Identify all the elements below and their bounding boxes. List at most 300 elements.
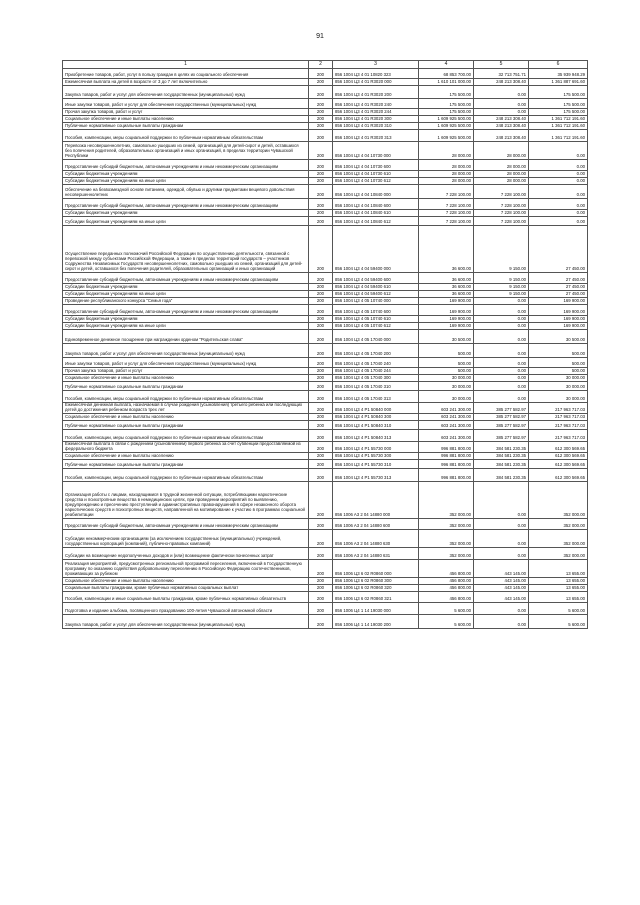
row-remaining: 0.00 [529, 160, 588, 171]
row-vid: 200 [309, 171, 333, 178]
row-remaining: 352 000.00 [529, 519, 588, 530]
row-approved: 175 500.00 [419, 109, 474, 116]
table-row [63, 615, 588, 629]
row-executed: 248 213 308.40 [474, 116, 529, 123]
row-remaining: 27 450.00 [529, 284, 588, 291]
row-name: Закупка товаров, работ и услуг для обеспечения государственных (муниципальных) нужд [63, 615, 309, 629]
row-code: 856 1004 Ц3 4 P1 50840 310 [333, 421, 419, 430]
table-row [63, 469, 588, 482]
row-remaining: 352 000.00 [529, 482, 588, 519]
row-vid: 200 [309, 469, 333, 482]
row-executed: 0.00 [474, 86, 529, 99]
row-approved: 169 900.00 [419, 305, 474, 316]
table-row [63, 142, 588, 160]
row-approved: 30 000.00 [419, 375, 474, 382]
row-vid: 200 [309, 592, 333, 603]
row-executed: 0.00 [474, 482, 529, 519]
row-vid: 200 [309, 305, 333, 316]
row-vid: 200 [309, 330, 333, 344]
row-remaining: 175 500.00 [529, 86, 588, 99]
row-approved: 169 900.00 [419, 298, 474, 305]
row-executed: 28 000.00 [474, 142, 529, 160]
row-executed: 0.00 [474, 323, 529, 330]
row-approved: 30 500.00 [419, 330, 474, 344]
table-row [63, 210, 588, 217]
row-vid: 200 [309, 123, 333, 130]
row-approved: 603 241 300.00 [419, 414, 474, 421]
row-remaining: 1 361 712 191.60 [529, 116, 588, 123]
table-row [63, 603, 588, 615]
row-remaining: 169 900.00 [529, 323, 588, 330]
row-code: 856 1004 Ц3 4 P1 50840 000 [333, 403, 419, 414]
row-name: Социальное обеспечение и иные выплаты населению [63, 375, 309, 382]
row-code: 856 1004 Ц3 4 05 17040 244 [333, 368, 419, 375]
table-row [63, 116, 588, 123]
row-approved: 28 000.00 [419, 142, 474, 160]
row-remaining: 1 361 712 191.60 [529, 123, 588, 130]
row-name: Закупка товаров, работ и услуг для обеспечения государственных (муниципальных) нужд [63, 86, 309, 99]
row-approved: 352 000.00 [419, 519, 474, 530]
table-row [63, 291, 588, 298]
row-code: 856 1004 Ц3 4 04 10730 000 [333, 142, 419, 160]
row-remaining: 0.00 [529, 217, 588, 226]
table-row [63, 430, 588, 442]
table-row [63, 421, 588, 430]
row-remaining: 35 939 948.29 [529, 69, 588, 79]
row-remaining: 612 300 569.65 [529, 453, 588, 460]
row-vid: 200 [309, 109, 333, 116]
row-vid: 200 [309, 185, 333, 199]
row-approved: 456 800.00 [419, 578, 474, 585]
row-code: 856 1004 Ц3 4 04 10730 600 [333, 160, 419, 171]
row-code: 856 1004 Ц3 4 04 10840 610 [333, 210, 419, 217]
row-vid: 200 [309, 284, 333, 291]
row-remaining: 30 000.00 [529, 375, 588, 382]
row-code: 856 1004 Ц3 4 05 17040 240 [333, 358, 419, 368]
row-code: 856 1006 A3 2 04 14880 600 [333, 519, 419, 530]
row-remaining: 0.00 [529, 210, 588, 217]
row-remaining: 169 900.00 [529, 298, 588, 305]
row-name: Публичные нормативные социальные выплаты гражданам [63, 123, 309, 130]
row-code: 856 1004 Ц3 4 05 17040 310 [333, 382, 419, 391]
row-name: Закупка товаров, работ и услуг для обеспечения государственных (муниципальных) нужд [63, 344, 309, 358]
row-code: 856 1006 Ц4 1 14 19030 000 [333, 603, 419, 615]
row-name: Социальное обеспечение и иные выплаты населению [63, 578, 309, 585]
row-approved: 996 881 800.00 [419, 469, 474, 482]
row-code: 856 1004 Ц3 4 04 59400 610 [333, 284, 419, 291]
row-vid: 200 [309, 548, 333, 560]
row-executed: 0.00 [474, 548, 529, 560]
table-row [63, 298, 588, 305]
row-remaining: 169 900.00 [529, 316, 588, 323]
row-vid: 200 [309, 344, 333, 358]
row-code: 856 1006 A3 2 04 14880 631 [333, 548, 419, 560]
row-remaining: 352 000.00 [529, 548, 588, 560]
table-row [63, 344, 588, 358]
row-remaining: 352 000.00 [529, 530, 588, 548]
row-executed: 7 228 100.00 [474, 199, 529, 210]
row-vid: 200 [309, 430, 333, 442]
row-code: 856 1006 Ц3 6 02 R0860 321 [333, 592, 419, 603]
row-approved: 7 228 100.00 [419, 199, 474, 210]
row-approved: 996 881 800.00 [419, 460, 474, 469]
row-executed: 0.00 [474, 519, 529, 530]
table-row [63, 548, 588, 560]
table-row [63, 109, 588, 116]
table-row [63, 368, 588, 375]
row-name: Публичные нормативные социальные выплаты гражданам [63, 382, 309, 391]
row-approved: 7 228 100.00 [419, 210, 474, 217]
row-vid: 200 [309, 453, 333, 460]
row-name: Пособия, компенсации, меры социальной поддержки по публичным нормативным обязательствам [63, 391, 309, 403]
row-approved: 5 600.00 [419, 603, 474, 615]
row-executed: 9 150.00 [474, 291, 529, 298]
row-code: 856 1004 Ц3 4 P1 55730 313 [333, 469, 419, 482]
row-vid: 200 [309, 79, 333, 86]
row-approved: 1 609 925 500.00 [419, 130, 474, 142]
row-name: Иные закупки товаров, работ и услуг для обеспечения государственных (муниципальных) нужд [63, 99, 309, 109]
row-vid: 200 [309, 578, 333, 585]
row-name: Субсидии бюджетным учреждениям [63, 284, 309, 291]
row-remaining: 30 500.00 [529, 330, 588, 344]
row-code: 856 1004 Ц3 4 01 R3020 310 [333, 123, 419, 130]
row-name: Субсидии бюджетным учреждениям на иные цели [63, 178, 309, 185]
row-name: Социальное обеспечение и иные выплаты населению [63, 414, 309, 421]
row-code: 856 1004 Ц3 4 P1 50840 313 [333, 430, 419, 442]
row-remaining: 612 300 569.65 [529, 469, 588, 482]
row-code: 856 1004 Ц3 4 01 R3020 300 [333, 116, 419, 123]
row-approved: 175 500.00 [419, 99, 474, 109]
row-remaining: 27 450.00 [529, 291, 588, 298]
row-executed: 384 581 230.35 [474, 442, 529, 453]
row-name: Субсидии на возмещение недополученных доходов и (или) возмещение фактически понесенных затрат [63, 548, 309, 560]
row-vid: 200 [309, 442, 333, 453]
row-approved: 603 241 300.00 [419, 403, 474, 414]
row-vid: 200 [309, 368, 333, 375]
row-approved: 456 800.00 [419, 585, 474, 592]
row-code: 856 1004 Ц3 4 05 17040 300 [333, 375, 419, 382]
row-remaining: 0.00 [529, 199, 588, 210]
row-name: Организация работы с лицами, находящимися в трудной жизненной ситуации, потребляющими наркотические средства и психотропные вещества в немедицинских целях, при проведении мероприятий по выявлению, предупреждению и пресечению преступлений и административных правонарушений в сфере незаконного оборота наркотических средств и психотропных веществ, направленной на мотивирование к участию в программах социальной реабилитации [63, 482, 309, 519]
row-vid: 200 [309, 375, 333, 382]
table-row [63, 391, 588, 403]
row-remaining: 1 361 712 191.60 [529, 130, 588, 142]
row-approved: 603 241 300.00 [419, 430, 474, 442]
row-approved: 1 610 101 000.00 [419, 79, 474, 86]
row-name: Субсидии бюджетным учреждениям на иные цели [63, 291, 309, 298]
row-approved: 36 600.00 [419, 291, 474, 298]
table-row [63, 530, 588, 548]
table-row [63, 305, 588, 316]
row-approved: 996 881 800.00 [419, 453, 474, 460]
row-name: Подготовка и издание альбома, посвященного праздованию 100-летия Чувашской автономной области [63, 603, 309, 615]
row-executed: 0.00 [474, 358, 529, 368]
table-row [63, 199, 588, 210]
row-approved: 36 600.00 [419, 226, 474, 273]
row-remaining: 175 500.00 [529, 99, 588, 109]
row-approved: 456 800.00 [419, 560, 474, 578]
row-vid: 200 [309, 358, 333, 368]
row-code: 856 1004 Ц3 4 04 59400 000 [333, 226, 419, 273]
row-executed: 9 150.00 [474, 226, 529, 273]
row-code: 856 1004 Ц3 4 01 R3020 244 [333, 109, 419, 116]
row-name: Предоставление субсидий бюджетным, автономным учреждениям и иным некоммерческим организациям [63, 273, 309, 284]
row-vid: 200 [309, 323, 333, 330]
table-row [63, 284, 588, 291]
table-row [63, 160, 588, 171]
table-row [63, 442, 588, 453]
row-name: Субсидии бюджетным учреждениям на иные цели [63, 323, 309, 330]
row-executed: 32 713 751.71 [474, 69, 529, 79]
row-executed: 7 228 100.00 [474, 217, 529, 226]
row-code: 856 1004 Ц3 4 01 R3020 000 [333, 79, 419, 86]
table-row [63, 273, 588, 284]
row-approved: 500.00 [419, 358, 474, 368]
row-executed: 0.00 [474, 375, 529, 382]
row-approved: 352 000.00 [419, 530, 474, 548]
row-code: 856 1006 Ц4 1 14 19030 200 [333, 615, 419, 629]
row-approved: 36 600.00 [419, 284, 474, 291]
row-name: Обеспечение на безвозмездной основе питанием, одеждой, обувью и другими предметами вещевого довольствия несовершеннолетних [63, 185, 309, 199]
row-remaining: 0.00 [529, 171, 588, 178]
row-vid: 200 [309, 615, 333, 629]
row-vid: 200 [309, 291, 333, 298]
row-executed: 0.00 [474, 109, 529, 116]
table-row [63, 519, 588, 530]
row-approved: 1 609 925 500.00 [419, 123, 474, 130]
table-row [63, 86, 588, 99]
row-approved: 30 000.00 [419, 391, 474, 403]
row-name: Субсидии бюджетным учреждениям [63, 171, 309, 178]
table-row [63, 123, 588, 130]
row-remaining: 500.00 [529, 358, 588, 368]
row-vid: 200 [309, 560, 333, 578]
table-row [63, 585, 588, 592]
row-remaining: 169 900.00 [529, 305, 588, 316]
row-vid: 200 [309, 86, 333, 99]
row-code: 856 1004 Ц3 4 P1 55730 310 [333, 460, 419, 469]
row-name: Иные закупки товаров, работ и услуг для обеспечения государственных (муниципальных) нужд [63, 358, 309, 368]
row-code: 856 1004 Ц3 4 05 17040 200 [333, 344, 419, 358]
row-code: 856 1004 Ц3 4 05 10740 610 [333, 316, 419, 323]
row-remaining: 13 655.00 [529, 578, 588, 585]
row-vid: 200 [309, 273, 333, 284]
row-approved: 7 228 100.00 [419, 185, 474, 199]
row-name: Публичные нормативные социальные выплаты гражданам [63, 421, 309, 430]
row-executed: 28 000.00 [474, 178, 529, 185]
row-executed: 0.00 [474, 382, 529, 391]
table-row [63, 453, 588, 460]
row-remaining: 27 450.00 [529, 226, 588, 273]
table-row [63, 358, 588, 368]
row-executed: 0.00 [474, 316, 529, 323]
row-remaining: 13 655.00 [529, 585, 588, 592]
row-vid: 200 [309, 482, 333, 519]
row-approved: 28 000.00 [419, 160, 474, 171]
row-executed: 0.00 [474, 298, 529, 305]
row-vid: 200 [309, 585, 333, 592]
row-approved: 603 241 300.00 [419, 421, 474, 430]
row-remaining: 217 963 717.03 [529, 403, 588, 414]
row-code: 856 1004 Ц3 4 01 10820 323 [333, 69, 419, 79]
row-executed: 384 581 230.35 [474, 460, 529, 469]
row-vid: 200 [309, 298, 333, 305]
row-approved: 500.00 [419, 368, 474, 375]
row-executed: 385 277 582.97 [474, 403, 529, 414]
row-executed: 443 145.00 [474, 585, 529, 592]
row-remaining: 13 655.00 [529, 560, 588, 578]
column-header: 1 [63, 61, 309, 69]
table-row [63, 316, 588, 323]
row-remaining: 175 500.00 [529, 109, 588, 116]
column-header: 5 [474, 61, 529, 69]
row-executed: 443 145.00 [474, 560, 529, 578]
row-vid: 200 [309, 460, 333, 469]
row-remaining: 217 963 717.03 [529, 414, 588, 421]
row-name: Прочая закупка товаров, работ и услуг [63, 109, 309, 116]
row-code: 856 1004 Ц3 4 P1 55730 300 [333, 453, 419, 460]
row-code: 856 1004 Ц3 4 05 17040 313 [333, 391, 419, 403]
row-executed: 0.00 [474, 530, 529, 548]
table-row [63, 592, 588, 603]
row-executed: 28 000.00 [474, 160, 529, 171]
row-name: Ежемесячная выплата в связи с рождением (усыновлением) первого ребенка за счет субвенции предоставляемой из федерального бюджета [63, 442, 309, 453]
table-row [63, 130, 588, 142]
row-executed: 0.00 [474, 344, 529, 358]
row-remaining: 0.00 [529, 142, 588, 160]
table-row [63, 217, 588, 226]
row-remaining: 612 300 569.65 [529, 460, 588, 469]
row-code: 856 1004 Ц3 4 01 R3020 200 [333, 86, 419, 99]
row-executed: 28 000.00 [474, 171, 529, 178]
row-executed: 0.00 [474, 615, 529, 629]
row-vid: 200 [309, 142, 333, 160]
row-vid: 200 [309, 519, 333, 530]
budget-table [62, 60, 588, 629]
table-row [63, 171, 588, 178]
row-name: Социальное обеспечение и иные выплаты населению [63, 453, 309, 460]
row-approved: 996 881 800.00 [419, 442, 474, 453]
row-executed: 443 145.00 [474, 578, 529, 585]
row-vid: 200 [309, 316, 333, 323]
row-approved: 1 609 925 500.00 [419, 116, 474, 123]
table-row [63, 414, 588, 421]
row-name: Приобретение товаров, работ, услуг в пользу граждан в целях их социального обеспечения [63, 69, 309, 79]
row-remaining: 0.00 [529, 185, 588, 199]
row-code: 856 1004 Ц3 4 04 59400 612 [333, 291, 419, 298]
column-header: 3 [333, 61, 419, 69]
row-name: Предоставление субсидий бюджетным, автономным учреждениям и иным некоммерческим организациям [63, 199, 309, 210]
row-code: 856 1004 Ц3 4 04 10840 000 [333, 185, 419, 199]
row-executed: 385 277 582.97 [474, 421, 529, 430]
column-header: 6 [529, 61, 588, 69]
row-approved: 68 853 700.00 [419, 69, 474, 79]
row-executed: 0.00 [474, 330, 529, 344]
row-executed: 384 581 230.35 [474, 453, 529, 460]
row-remaining: 5 600.00 [529, 615, 588, 629]
header-row [63, 61, 588, 69]
row-vid: 200 [309, 210, 333, 217]
row-approved: 28 000.00 [419, 178, 474, 185]
row-executed: 0.00 [474, 603, 529, 615]
row-approved: 28 000.00 [419, 171, 474, 178]
table-row [63, 560, 588, 578]
row-executed: 248 213 308.40 [474, 79, 529, 86]
row-executed: 9 150.00 [474, 284, 529, 291]
row-name: Пособия, компенсации, меры социальной поддержки по публичным нормативным обязательствам [63, 430, 309, 442]
table-row [63, 330, 588, 344]
row-executed: 7 228 100.00 [474, 210, 529, 217]
table-row [63, 69, 588, 79]
row-name: Перевозка несовершеннолетних, самовольно ушедших из семей, организаций для детей-сирот и детей, оставшихся без попечения родителей, образовательных организаций и иных организаций, в пределах территории Чувашской Республики [63, 142, 309, 160]
row-vid: 200 [309, 217, 333, 226]
row-name: Субсидии некоммерческим организациям (за исключением государственных (муниципальных) учреждений, государственных корпораций (компаний), публично-правовых компаний) [63, 530, 309, 548]
row-vid: 200 [309, 421, 333, 430]
row-name: Пособия, компенсации и иные социальные выплаты гражданам, кроме публичных нормативных обязательств [63, 592, 309, 603]
row-executed: 0.00 [474, 391, 529, 403]
row-approved: 456 800.00 [419, 592, 474, 603]
row-name: Реализация мероприятий, предусмотренных региональной программой переселения, включенной в Государственную программу по оказанию содействия добровольному переселению в Российскую Федерацию соотечественников, проживающих за рубежом [63, 560, 309, 578]
row-code: 856 1006 Ц3 6 02 R0860 300 [333, 578, 419, 585]
row-executed: 385 277 582.97 [474, 414, 529, 421]
row-name: Осуществление переданных полномочий Российской Федерации по осуществлению деятельности, связанной с перевозкой между субъектами Российской Федерации, а также в пределах территорий государств – участников Содружества Независимых Государств несовершеннолетних, самовольно ушедших из семей, организаций для детей-сирот и детей, оставшихся без попечения родителей, образовательных организаций и иных организаций [63, 226, 309, 273]
row-code: 856 1004 Ц3 4 P1 55730 000 [333, 442, 419, 453]
row-executed: 0.00 [474, 368, 529, 375]
row-code: 856 1006 Ц3 6 02 R0860 000 [333, 560, 419, 578]
row-vid: 200 [309, 69, 333, 79]
row-executed: 0.00 [474, 99, 529, 109]
row-remaining: 1 361 887 691.60 [529, 79, 588, 86]
row-vid: 200 [309, 160, 333, 171]
table-row [63, 578, 588, 585]
column-header: 4 [419, 61, 474, 69]
row-code: 856 1006 A3 2 04 14880 000 [333, 482, 419, 519]
row-approved: 169 900.00 [419, 323, 474, 330]
row-vid: 200 [309, 178, 333, 185]
row-remaining: 13 655.00 [529, 592, 588, 603]
row-name: Предоставление субсидий бюджетным, автономным учреждениям и иным некоммерческим организациям [63, 305, 309, 316]
row-code: 856 1004 Ц3 4 01 R3020 313 [333, 130, 419, 142]
row-approved: 5 600.00 [419, 615, 474, 629]
row-executed: 385 277 582.97 [474, 430, 529, 442]
row-vid: 200 [309, 99, 333, 109]
table-row [63, 323, 588, 330]
row-name: Социальные выплаты гражданам, кроме публичных нормативных социальных выплат [63, 585, 309, 592]
row-code: 856 1004 Ц3 4 04 10730 610 [333, 171, 419, 178]
row-remaining: 500.00 [529, 368, 588, 375]
row-name: Единовременное денежное поощрение при награждении орденом "Родительская слава" [63, 330, 309, 344]
table-row [63, 482, 588, 519]
row-name: Субсидии бюджетным учреждениям [63, 210, 309, 217]
table-row [63, 382, 588, 391]
row-executed: 9 150.00 [474, 273, 529, 284]
row-executed: 443 145.00 [474, 592, 529, 603]
row-remaining: 612 300 569.65 [529, 442, 588, 453]
row-remaining: 500.00 [529, 344, 588, 358]
row-executed: 0.00 [474, 305, 529, 316]
row-vid: 200 [309, 414, 333, 421]
row-name: Субсидии бюджетным учреждениям на иные цели [63, 217, 309, 226]
row-name: Предоставление субсидий бюджетным, автономным учреждениям и иным некоммерческим организациям [63, 519, 309, 530]
row-code: 856 1004 Ц3 4 05 17040 000 [333, 330, 419, 344]
row-code: 856 1004 Ц3 4 05 10740 600 [333, 305, 419, 316]
row-vid: 200 [309, 382, 333, 391]
row-code: 856 1004 Ц3 4 04 10840 600 [333, 199, 419, 210]
table-row [63, 79, 588, 86]
row-name: Публичные нормативные социальные выплаты гражданам [63, 460, 309, 469]
row-remaining: 27 450.00 [529, 273, 588, 284]
row-name: Ежемесячная денежная выплата, назначаемая в случае рождения (усыновления) третьего ребенка или последующих детей до достижения ребенком возраста трех лет [63, 403, 309, 414]
